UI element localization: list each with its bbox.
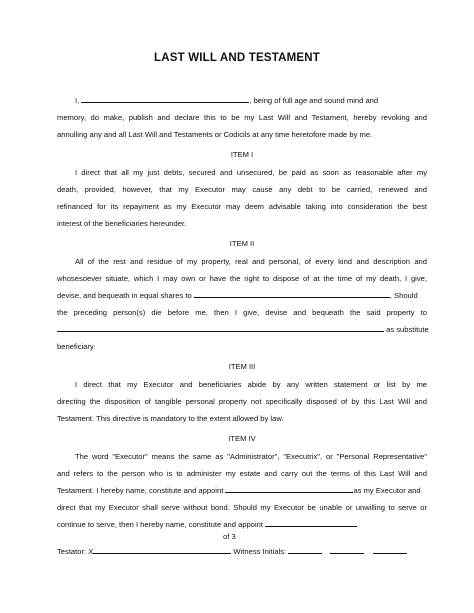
item-2-line-1: All of the rest and residue of my property, real and personal, of every kind and description and: [75, 257, 427, 266]
page-count: of 3: [223, 532, 236, 541]
item-3-heading: ITEM III: [228, 362, 256, 371]
substitute-beneficiary-field[interactable]: [57, 322, 384, 332]
item-4-heading: ITEM IV: [228, 434, 256, 443]
item-3-line-1: I direct that my Executor and beneficiaries abide by any written statement or list by me: [75, 380, 427, 389]
intro-suffix: , being of full age and sound mind and: [249, 96, 379, 105]
item-4-line-1: The word "Executor" means the same as "Administrator", "Executrix", or "Personal Representative": [75, 452, 427, 461]
item-2-line-4: the preceding person(s) die before me, then I give, devise and bequeath the said property to: [57, 308, 427, 317]
item-2-line-6: beneficiary.: [57, 342, 96, 351]
item-2-line-3: [57, 287, 427, 304]
item-4-line-2: and refers to the person who is to administer my estate and carry out the terms of this Last Will and: [57, 469, 427, 478]
item-3-line-3: Testament. This directive is mandatory to the extent allowed by law.: [57, 414, 284, 423]
witness-initials-field-2[interactable]: [330, 545, 364, 554]
item-4-line-3-prefix: Testament. I hereby name, constitute and appoint: [57, 486, 224, 495]
item-2-line-2: whosesoever situate, which I may own or have the right to dispose of at the time of my death, I give,: [57, 274, 427, 283]
item-4-line-5: [57, 516, 427, 533]
item-4-line-4: direct that my Executor shall serve without bond. Should my Executor be unable or unwilling to serve or: [57, 503, 427, 512]
testator-label: Testator: X: [57, 547, 94, 556]
item-2-line-5: [57, 321, 427, 338]
item-1-heading: ITEM I: [230, 150, 254, 159]
document-body: [57, 92, 427, 533]
witness-initials-field-1[interactable]: [288, 545, 322, 554]
item-2-line-5-suffix: as substitute: [386, 325, 429, 334]
beneficiaries-field[interactable]: [194, 288, 390, 298]
alternate-executor-field[interactable]: [265, 517, 357, 527]
signature-row: [57, 545, 427, 556]
item-1-line-1: I direct that all my just debts, secured and unsecured, be paid as soon as reasonable after my: [75, 168, 427, 177]
intro-line-2: memory, do make, publish and declare this to be my Last Will and Testament, hereby revoking and: [57, 113, 427, 122]
item-1-line-4: interest of the beneficiaries hereunder.: [57, 219, 187, 228]
item-4-line-3: [57, 482, 427, 499]
executor-name-field[interactable]: [225, 483, 353, 493]
witness-initials-label: Witness Initials:: [233, 547, 287, 556]
testator-name-field[interactable]: [81, 93, 249, 103]
item-2-line-3-suffix: , Should: [389, 291, 418, 300]
intro-line-3: annulling any and all Last Will and Testaments or Codicils at any time heretofore made by me.: [57, 130, 373, 139]
item-2-line-3-prefix: devise, and bequeath in equal shares to: [57, 291, 192, 300]
item-4-line-3-suffix: as my Executor and: [353, 486, 421, 495]
item-1-line-3: refinanced for its repayment as my Executor may deem advisable taking into consideration the best: [57, 202, 427, 211]
witness-initials-field-3[interactable]: [373, 545, 407, 554]
document-title: LAST WILL AND TESTAMENT: [153, 52, 320, 64]
intro-line-1: [57, 92, 427, 109]
intro-prefix: I,: [75, 96, 80, 105]
item-4-line-5-prefix: continue to serve, then I hereby name, constitute and appoint: [57, 520, 264, 529]
item-1-line-2: death, provided, however, that my Executor may cause any debt to be carried, renewed and: [57, 185, 427, 194]
testator-signature-field[interactable]: [93, 545, 231, 554]
item-3-line-2: directing the disposition of tangible personal property not specifically disposed of by this Last Will and: [57, 397, 427, 406]
item-2-heading: ITEM II: [229, 239, 255, 248]
